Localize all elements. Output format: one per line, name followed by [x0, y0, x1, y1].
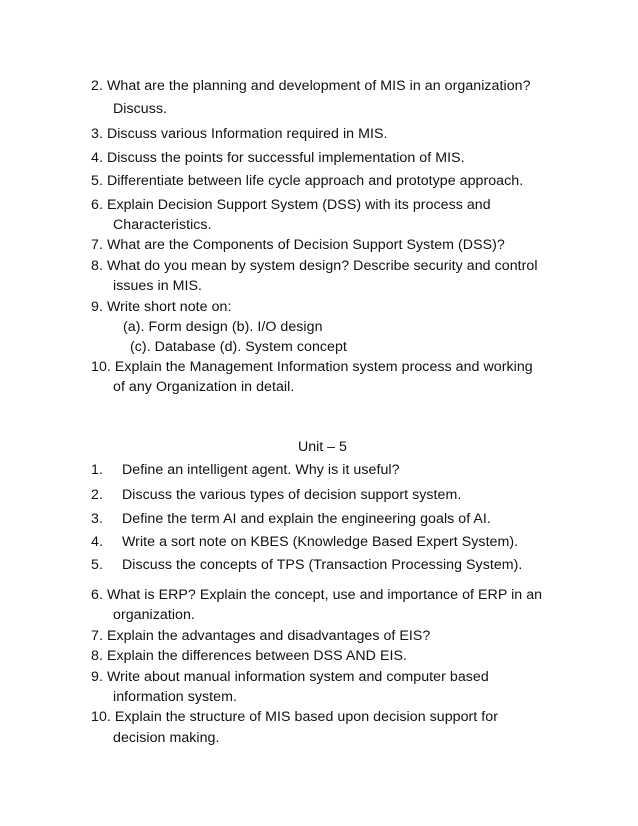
question-number: 3. [91, 126, 103, 142]
question-text: Define the term AI and explain the engineering goals of AI. [122, 511, 491, 527]
question-text: Explain the structure of MIS based upon decision support for [114, 709, 498, 725]
question-a6-line2: Characteristics. [113, 217, 212, 233]
question-number: 9. [91, 669, 103, 685]
question-a10-line2: of any Organization in detail. [113, 379, 295, 395]
question-text: Discuss the points for successful implementation of MIS. [106, 150, 465, 166]
question-b4 [91, 533, 518, 551]
question-b9-line2: information system. [113, 689, 237, 705]
question-number: 1. [91, 462, 103, 478]
question-number: 4. [91, 150, 103, 166]
question-text: Explain the Management Information system process and working [114, 359, 533, 375]
question-a9-sub2: (c). Database (d). System concept [130, 339, 347, 355]
question-b8 [91, 647, 407, 665]
question-b10-line1 [91, 708, 498, 726]
question-text: Write about manual information system and computer based [106, 669, 489, 685]
question-b5 [91, 556, 522, 574]
question-number: 6. [91, 587, 103, 603]
question-number: 5. [91, 557, 103, 573]
unit-heading: Unit – 5 [298, 439, 347, 455]
question-text: Differentiate between life cycle approach and prototype approach. [106, 173, 524, 189]
question-a2-line1 [91, 77, 531, 95]
question-text: Explain Decision Support System (DSS) with its process and [106, 197, 491, 213]
question-a10-line1 [91, 358, 533, 376]
question-number: 6. [91, 197, 103, 213]
question-text: Discuss the various types of decision support system. [122, 487, 462, 503]
question-a4 [91, 149, 465, 167]
question-number: 8. [91, 648, 103, 664]
question-a5 [91, 172, 523, 190]
question-number: 5. [91, 173, 103, 189]
question-number: 10. [91, 359, 111, 375]
question-b2 [91, 486, 461, 504]
question-number: 2. [91, 78, 103, 94]
question-a6-line1 [91, 196, 491, 214]
question-text: What are the planning and development of MIS in an organization? [106, 78, 531, 94]
question-text: Explain the advantages and disadvantages of EIS? [106, 628, 431, 644]
question-number: 7. [91, 628, 103, 644]
question-a3 [91, 125, 387, 143]
question-text: Discuss various Information required in MIS. [106, 126, 388, 142]
question-text: What do you mean by system design? Describe security and control [106, 258, 538, 274]
question-a9-sub1: (a). Form design (b). I/O design [123, 319, 323, 335]
question-number: 2. [91, 487, 103, 503]
question-a7 [91, 236, 505, 254]
question-b1 [91, 461, 400, 479]
question-b7 [91, 627, 430, 645]
question-number: 3. [91, 511, 103, 527]
question-number: 9. [91, 299, 103, 315]
question-a9-line1 [91, 298, 231, 316]
question-text: What are the Components of Decision Support System (DSS)? [106, 237, 505, 253]
question-a8-line1 [91, 257, 538, 275]
question-number: 8. [91, 258, 103, 274]
question-b3 [91, 510, 491, 528]
question-b6-line1 [91, 586, 542, 604]
question-number: 7. [91, 237, 103, 253]
question-b10-line2: decision making. [113, 730, 220, 746]
question-text: Write short note on: [106, 299, 232, 315]
question-text: What is ERP? Explain the concept, use and importance of ERP in an [106, 587, 543, 603]
question-b9-line1 [91, 668, 489, 686]
question-text: Define an intelligent agent. Why is it useful? [122, 462, 400, 478]
question-b6-line2: organization. [113, 607, 195, 623]
question-number: 10. [91, 709, 111, 725]
question-number: 4. [91, 534, 103, 550]
question-text: Write a sort note on KBES (Knowledge Based Expert System). [122, 534, 519, 550]
question-a2-line2: Discuss. [113, 101, 168, 117]
question-a8-line2: issues in MIS. [113, 278, 203, 294]
question-text: Explain the differences between DSS AND EIS. [106, 648, 407, 664]
question-text: Discuss the concepts of TPS (Transaction Processing System). [122, 557, 523, 573]
